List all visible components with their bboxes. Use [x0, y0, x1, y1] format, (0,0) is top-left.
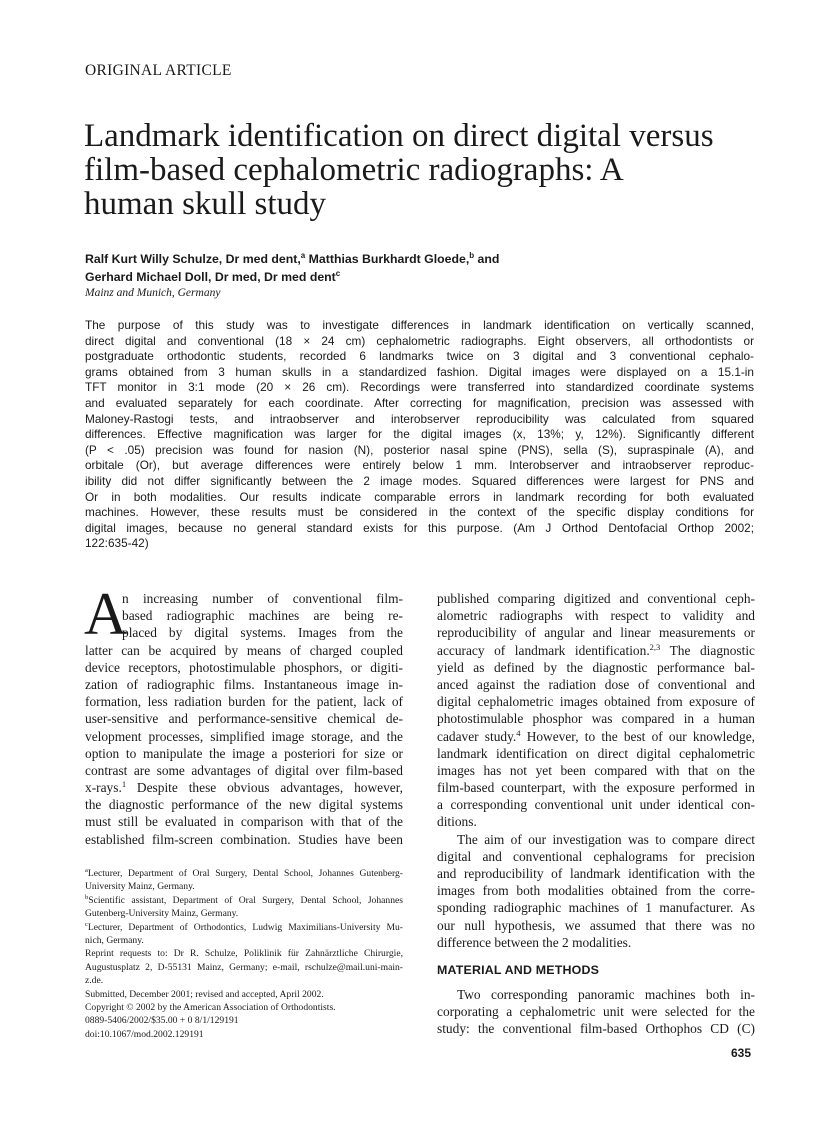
- body-line: must still be evaluated in comparison with that of the: [85, 814, 403, 830]
- footnote-mark: a: [85, 867, 88, 874]
- footnote-text: Lecturer, Department of Orthodontics, Ludwig Maximilians-University Mu-: [87, 921, 403, 933]
- body-line: [437, 728, 755, 745]
- body-line: published comparing digitized and conventional ceph-: [437, 591, 755, 606]
- abstract-line: and evaluated separately for each coordinate. After correcting for magnification, precision was assessed with: [85, 395, 754, 410]
- body-line: digital cephalometric images obtained from exposure of: [437, 694, 755, 710]
- copyright-line: Copyright © 2002 by the American Association of Orthodontists.: [85, 1002, 336, 1014]
- footnote-text: Scientific assistant, Department of Oral Surgery, Dental School, Johannes: [88, 894, 403, 906]
- body-line: a corresponding conventional unit under identical con-: [437, 797, 755, 813]
- body-line: contrast are some advantages of digital over film-based: [85, 762, 403, 778]
- body-line: option to manipulate the image a posteriori for size or: [85, 745, 403, 761]
- footnote-mark: c: [85, 920, 88, 928]
- body-line: the diagnostic performance of the new digital systems: [85, 797, 403, 813]
- body-text: accuracy of landmark identification.: [437, 642, 650, 658]
- submission-dates: Submitted, December 2001; revised and accepted, April 2002.: [85, 988, 324, 1000]
- body-text: x-rays.: [85, 780, 122, 796]
- article-title: [84, 119, 784, 221]
- body-line: device receptors, photostimulable phosphors, or digiti-: [85, 659, 403, 675]
- body-line: zation of radiographic films. Instantaneous image in-: [85, 676, 403, 692]
- footnote-line: [85, 921, 403, 934]
- abstract-line: Maloney-Rastogi tests, and intraobserver and interobserver reproducibility was calculated from squared: [85, 411, 754, 426]
- reprint-line: Augustusplatz 2, D-55131 Mainz, Germany; e-mail, rschulze@mail.uni-main-: [85, 961, 403, 973]
- abstract-line: grams obtained from 3 human skulls in a standardized fashion. Digital images were displayed on a 15.1-in: [85, 364, 754, 379]
- body-line: latter can be acquired by means of charged coupled: [85, 642, 403, 658]
- reprint-line: z.de.: [85, 975, 104, 987]
- body-line: The aim of our investigation was to compare direct: [457, 831, 755, 847]
- body-line: images has not yet been compared with that on the: [437, 762, 755, 778]
- issn-line: 0889-5406/2002/$35.00 + 0 8/1/129191: [85, 1015, 239, 1027]
- abstract-line: postgraduate orthodontic students, recorded 6 landmarks twice on 3 digital and 3 conventional cephalo-: [85, 349, 754, 364]
- doi-line: doi:10.1067/mod.2002.129191: [85, 1028, 204, 1040]
- drop-cap: A: [84, 581, 128, 647]
- footnote-line: Gutenberg-University Mainz, Germany.: [85, 908, 239, 920]
- author-location: Mainz and Munich, Germany: [85, 287, 221, 299]
- abstract-line: ibility did not differ significantly between the 2 image modes. Squared differences were largest for PNS and: [85, 473, 754, 488]
- reprint-line: Reprint requests to: Dr R. Schulze, Poliklinik für Zahnärztliche Chirurgie,: [85, 948, 403, 960]
- section-label: ORIGINAL ARTICLE: [85, 62, 232, 79]
- body-line: landmark identification on direct digital cephalometric: [437, 745, 755, 761]
- abstract-line: differences. Effective magnification was larger for the digital images (x, 13%; y, 12%). Significantly different: [85, 427, 754, 442]
- body-line: user-sensitive and performance-sensitive chemical de-: [85, 711, 403, 727]
- author-name: Matthias Burkhardt Gloede,: [305, 252, 470, 266]
- body-line: study: the conventional film-based Orthophos CD (C): [437, 1021, 755, 1037]
- body-line: established film-screen combination. Studies have been: [85, 831, 403, 847]
- affiliation-mark: c: [335, 269, 341, 278]
- abstract-line: orbitale (Or), but average differences were entirely below 1 mm. Interobserver and intraobserver reproduc-: [85, 458, 754, 473]
- body-text: However, to the best of our knowledge,: [520, 728, 755, 744]
- title-line: human skull study: [84, 186, 327, 222]
- abstract-line: TFT monitor in 3:1 mode (20 × 26 cm). Recordings were transferred into standardized coordinate systems: [85, 380, 754, 395]
- author-name: Ralf Kurt Willy Schulze, Dr med dent,: [85, 252, 301, 266]
- body-text: The diagnostic: [660, 642, 756, 658]
- abstract-line: Or in both modalities. Our results indicate comparable errors in landmark recording for both evaluated: [85, 489, 754, 504]
- body-line: [85, 779, 403, 796]
- body-line: and reproducibility of landmark identification with the: [437, 866, 755, 881]
- body-line: [437, 642, 755, 659]
- body-line: reproducibility of angular and linear measurements or: [437, 625, 755, 641]
- body-line: velopment processes, simplified image storage, and the: [85, 728, 403, 744]
- author-line: [85, 268, 499, 286]
- body-text: Despite these obvious advantages, however,: [126, 780, 403, 796]
- author-list: [85, 250, 499, 286]
- body-line: yield as defined by the diagnostic performance bal-: [437, 659, 755, 675]
- title-line: film-based cephalometric radiographs: A: [84, 152, 624, 188]
- body-text: cadaver study.: [437, 728, 517, 744]
- body-line: formation, less radiation burden for the patient, lack of: [85, 694, 403, 710]
- footnotes: [85, 867, 403, 1041]
- body-line: placed by digital systems. Images from the: [122, 625, 403, 641]
- body-line: based radiographic machines are being re-: [122, 608, 403, 624]
- body-line: ditions.: [437, 814, 477, 830]
- abstract: [85, 318, 754, 552]
- footnote-line: [85, 867, 403, 880]
- author-name: Gerhard Michael Doll, Dr med, Dr med dent: [85, 270, 336, 284]
- footnote-line: University Mainz, Germany.: [85, 881, 195, 893]
- citation-ref: 2,3: [649, 641, 661, 652]
- body-line: our null hypothesis, we assumed that there was no: [437, 917, 755, 933]
- body-line: images from both modalities obtained from the corre-: [437, 883, 755, 899]
- abstract-line: 122:635-42): [85, 536, 149, 551]
- citation-ref: 4: [516, 727, 521, 738]
- body-line: n increasing number of conventional film-: [122, 591, 403, 606]
- abstract-line: (P < .05) precision was found for nasion (N), posterior nasal spine (PNS), sella (S), supraspinale (A), and: [85, 442, 754, 457]
- body-line: anced against the radiation dose of conventional and: [437, 676, 755, 692]
- body-line: difference between the 2 modalities.: [437, 934, 632, 950]
- body-line: sponding radiographic machines of 1 manufacturer. As: [437, 900, 755, 916]
- abstract-line: machines. However, these results must be considered in the context of the specific display conditions for: [85, 505, 754, 520]
- body-line: digital and conventional cephalograms for precision: [437, 848, 755, 864]
- title-line: Landmark identification on direct digital versus: [84, 118, 714, 154]
- body-column-right: [437, 590, 755, 951]
- citation-ref: 1: [121, 779, 127, 790]
- abstract-line: digital images, because no general standard exists for this purpose. (Am J Orthod Dentofacial Orthop 2002;: [85, 520, 754, 535]
- affiliation-mark: a: [300, 251, 306, 260]
- footnote-text: Lecturer, Department of Oral Surgery, Dental School, Johannes Gutenberg-: [87, 868, 403, 879]
- author-conjunction: and: [474, 252, 500, 266]
- footnote-mark: b: [85, 893, 89, 901]
- abstract-line: direct digital and conventional (18 × 24 cm) cephalometric radiographs. Eight observers, all orthodontists or: [85, 333, 754, 348]
- body-line: Two corresponding panoramic machines both in-: [457, 987, 755, 1002]
- author-line: [85, 250, 499, 268]
- body-line: alometric radiographs with respect to validity and: [437, 608, 755, 624]
- body-line: corporating a cephalometric unit were selected for the: [437, 1004, 755, 1020]
- footnote-line: nich, Germany.: [85, 935, 144, 947]
- body-line: photostimulable phosphor was compared in a human: [437, 711, 755, 727]
- abstract-line: The purpose of this study was to investigate differences in landmark identification on vertically scanned,: [85, 318, 754, 332]
- affiliation-mark: b: [469, 251, 475, 260]
- footnote-line: [85, 894, 403, 907]
- section-heading-methods: MATERIAL AND METHODS: [437, 963, 600, 977]
- page-number: 635: [731, 1046, 752, 1060]
- body-column-left: [84, 581, 403, 848]
- methods-text: [437, 986, 755, 1038]
- body-line: film-based counterpart, with the exposure performed in: [437, 780, 755, 796]
